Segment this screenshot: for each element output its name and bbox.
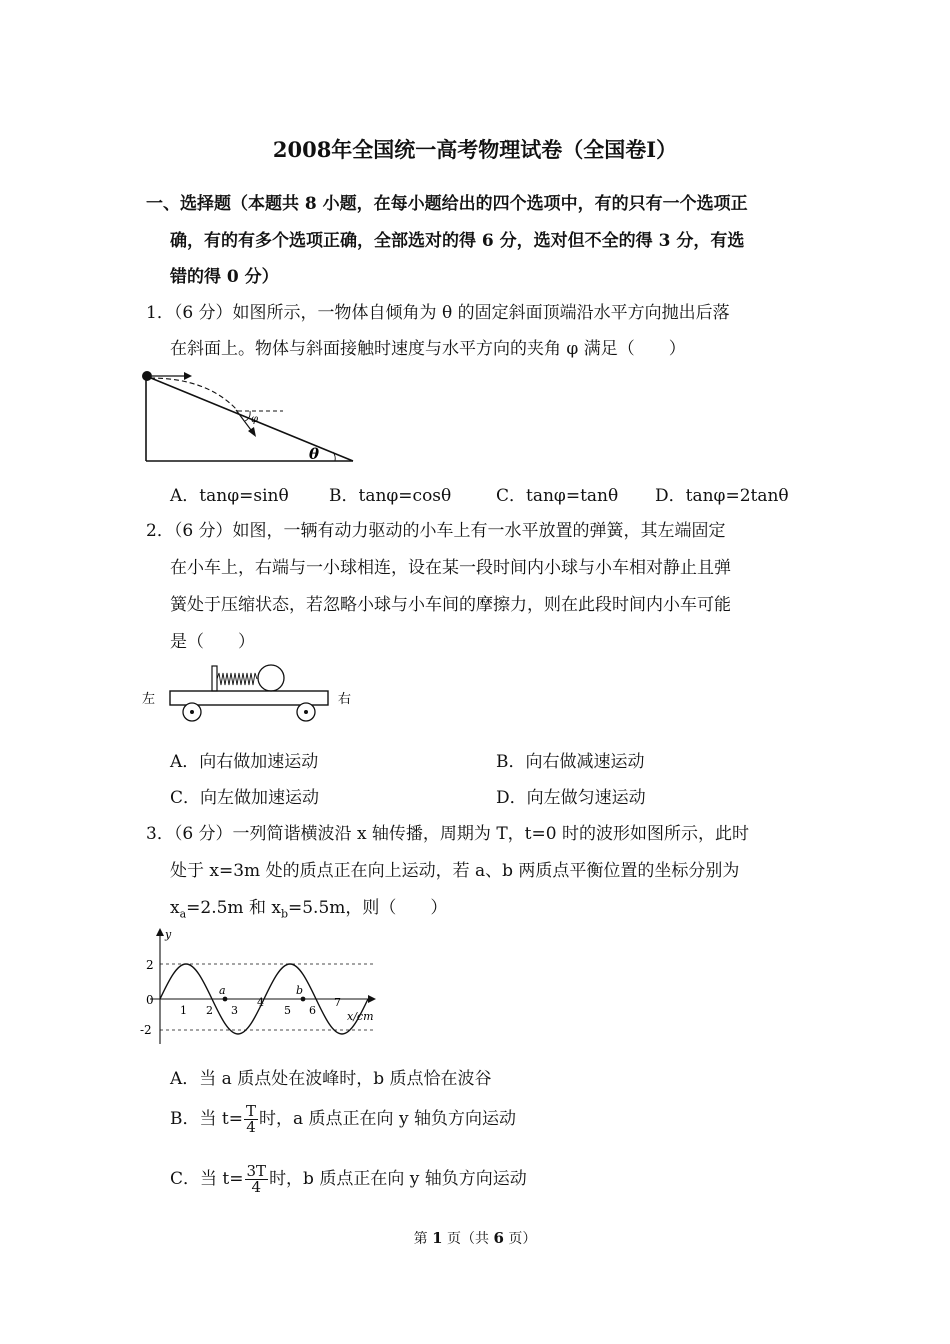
ball (258, 665, 284, 691)
fraction-t-over-4: $\frac{T}{4}$ (245, 1102, 256, 1136)
q2-text-line-4: 是（ ） (170, 632, 255, 652)
total-pages-number: 6 (493, 1229, 504, 1247)
initial-velocity-arrowhead (184, 372, 192, 380)
x-tick-7: 7 (334, 996, 341, 1009)
page-footer: 第 1 页（共 6 页） (413, 1229, 537, 1247)
particle-a (223, 997, 228, 1002)
q2-cart-figure (140, 660, 360, 726)
q3-waveform-figure (136, 924, 381, 1049)
x-tick-6: 6 (309, 1004, 316, 1017)
cart-right-wheel-axle (304, 710, 308, 714)
section-heading-line-1: 一、选择题（本题共 8 小题，在每小题给出的四个选项中，有的只有一个选项正 (146, 194, 748, 214)
x-axis-arrowhead (368, 995, 376, 1003)
spring-wall (212, 666, 217, 691)
y-tick-0: 0 (146, 993, 154, 1007)
cart-left-wheel-axle (190, 710, 194, 714)
page-title: 2008年全国统一高考物理试卷（全国卷Ⅰ） (272, 137, 678, 162)
y-axis-label: y (165, 928, 172, 941)
cart-left-label: 左 (142, 692, 156, 707)
q2-text-line-3: 簧处于压缩状态，若忽略小球与小车间的摩擦力，则在此段时间内小车可能 (170, 595, 731, 615)
section-heading-line-2: 确，有的有多个选项正确，全部选对的得 6 分，选对但不全的得 3 分，有选 (170, 231, 745, 251)
q1-incline-figure (138, 366, 358, 466)
particle-b (301, 997, 306, 1002)
q2-option-b[interactable]: B．向右做减速运动 (496, 752, 645, 772)
phi-label: φ (251, 414, 259, 425)
q3-text-line-2: 处于 x=3m 处的质点正在向上运动，若 a、b 两质点平衡位置的坐标分别为 (170, 861, 740, 881)
q2-option-d[interactable]: D．向左做匀速运动 (496, 788, 646, 808)
projectile-ball (142, 371, 152, 381)
x-tick-4: 4 (257, 996, 264, 1009)
q3-option-b[interactable]: B．当 t= $\frac{T}{4}$ 时，a 质点正在向 y 轴负方向运动 (170, 1102, 516, 1136)
y-tick-2: 2 (146, 958, 154, 972)
q2-option-a[interactable]: A．向右做加速运动 (170, 752, 319, 772)
fraction-3t-over-4: $\frac{3T}{4}$ (246, 1162, 267, 1196)
q3-option-c[interactable]: C．当 t= $\frac{3T}{4}$ 时，b 质点正在向 y 轴负方向运动 (170, 1162, 527, 1196)
x-tick-2: 2 (206, 1004, 213, 1017)
q1-option-c[interactable]: C．tanφ=tanθ (496, 486, 619, 506)
incline-slope (146, 376, 353, 461)
particle-a-label: a (219, 984, 226, 997)
current-page-number: 1 (432, 1229, 443, 1247)
x-axis-label: x/cm (347, 1010, 374, 1023)
y-tick-neg2: -2 (140, 1023, 152, 1037)
x-tick-3: 3 (231, 1004, 238, 1017)
q2-option-c[interactable]: C．向左做加速运动 (170, 788, 320, 808)
q3-option-a[interactable]: A．当 a 质点处在波峰时，b 质点恰在波谷 (170, 1069, 492, 1089)
x-tick-1: 1 (180, 1004, 187, 1017)
q1-text-line-2: 在斜面上。物体与斜面接触时速度与水平方向的夹角 φ 满足（ ） (170, 339, 686, 359)
theta-label: θ (309, 445, 320, 463)
q2-text-line-1: 2．（6 分）如图，一辆有动力驱动的小车上有一水平放置的弹簧，其左端固定 (146, 521, 726, 541)
q3-text-line-1: 3．（6 分）一列简谐横波沿 x 轴传播，周期为 T，t=0 时的波形如图所示，此时 (146, 824, 749, 844)
x-tick-5: 5 (284, 1004, 291, 1017)
spring (217, 673, 257, 685)
section-heading-line-3: 错的得 0 分） (170, 267, 279, 287)
q1-option-d[interactable]: D．tanφ=2tanθ (655, 486, 789, 506)
q1-option-a[interactable]: A．tanφ=sinθ (170, 486, 289, 506)
q1-text-line-1: 1．（6 分）如图所示，一物体自倾角为 θ 的固定斜面顶端沿水平方向抛出后落 (146, 303, 730, 323)
particle-b-label: b (296, 984, 304, 997)
y-axis-arrowhead (156, 928, 164, 936)
q2-text-line-2: 在小车上，右端与一小球相连，设在某一段时间内小球与小车相对静止且弹 (170, 558, 731, 578)
q1-option-b[interactable]: B．tanφ=cosθ (329, 486, 452, 506)
phi-arc (245, 411, 250, 421)
cart-right-label: 右 (338, 692, 352, 707)
q3-text-line-3: $x_a=2.5m$ 和 $x_b=5.5m$，则（ ） (170, 898, 448, 921)
